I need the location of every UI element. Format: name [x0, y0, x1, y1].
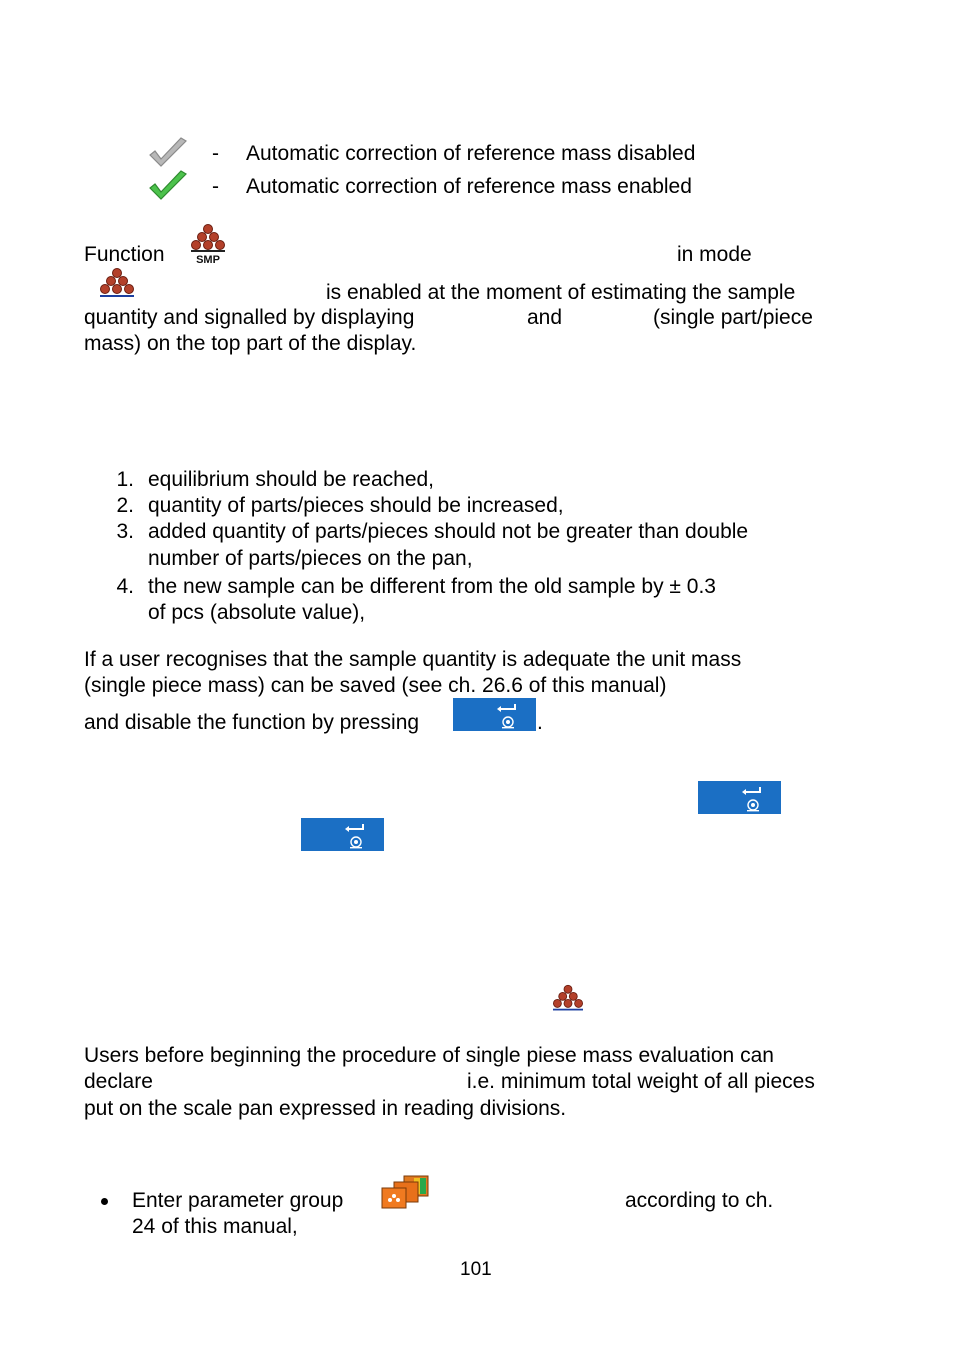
para1-line3-a: quantity and signalled by displaying	[84, 306, 415, 329]
parts-counting-icon	[99, 267, 135, 306]
step-number-2: 2.	[116, 494, 134, 517]
parts-counting-icon	[552, 984, 584, 1019]
step-number-4: 4.	[116, 575, 134, 598]
para2-line3: and disable the function by pressing	[84, 711, 420, 734]
step-4-text-line2: of pcs (absolute value),	[148, 601, 366, 624]
bullet-line2: 24 of this manual,	[132, 1215, 298, 1238]
para2-line1: If a user recognises that the sample quantity is adequate the unit mass	[84, 648, 742, 671]
smp-pieces-icon	[190, 223, 226, 270]
para3-line1: Users before beginning the procedure of single piese mass evaluation can	[84, 1044, 774, 1067]
function-word: Function	[84, 243, 165, 266]
step-3-text-line2: number of parts/pieces on the pan,	[148, 547, 473, 570]
bullet-line1-a: Enter parameter group	[132, 1189, 344, 1212]
enter-button[interactable]	[301, 818, 384, 851]
step-2-text: quantity of parts/pieces should be increased,	[148, 494, 564, 517]
para1-line3-b: (single part/piece	[653, 306, 813, 329]
para1-line3-and: and	[527, 306, 563, 329]
para1-line2: is enabled at the moment of estimating the sample	[326, 281, 796, 304]
para3-line2-a: declare	[84, 1070, 153, 1093]
para2-line3-end: .	[537, 711, 543, 734]
para3-line3: put on the scale pan expressed in reading divisions.	[84, 1097, 567, 1120]
step-number-1: 1.	[116, 468, 134, 491]
para2-line2: (single piece mass) can be saved (see ch. 26.6 of this manual)	[84, 674, 667, 697]
legend-dash-1: -	[212, 142, 219, 165]
page-number: 101	[460, 1259, 492, 1280]
svg-text:SMP: SMP	[196, 254, 220, 265]
enter-button[interactable]	[698, 781, 781, 814]
in-mode-text: in mode	[677, 243, 752, 266]
legend-text-enabled: Automatic correction of reference mass enabled	[246, 175, 692, 198]
parameter-group-icon	[380, 1172, 432, 1215]
step-4-text-line1: the new sample can be different from the old sample by ± 0.3	[148, 575, 716, 598]
para1-line4: mass) on the top part of the display.	[84, 332, 417, 355]
bullet-line1-b: according to ch.	[625, 1189, 774, 1212]
para3-line2-b: i.e. minimum total weight of all pieces	[467, 1070, 815, 1093]
legend-text-disabled: Automatic correction of reference mass disabled	[246, 142, 696, 165]
step-1-text: equilibrium should be reached,	[148, 468, 435, 491]
bullet-dot	[101, 1198, 108, 1205]
enter-button[interactable]	[453, 698, 536, 731]
step-3-text-line1: added quantity of parts/pieces should not be greater than double	[148, 520, 749, 543]
check-green-icon	[147, 170, 189, 209]
step-number-3: 3.	[116, 520, 134, 543]
legend-dash-2: -	[212, 175, 219, 198]
